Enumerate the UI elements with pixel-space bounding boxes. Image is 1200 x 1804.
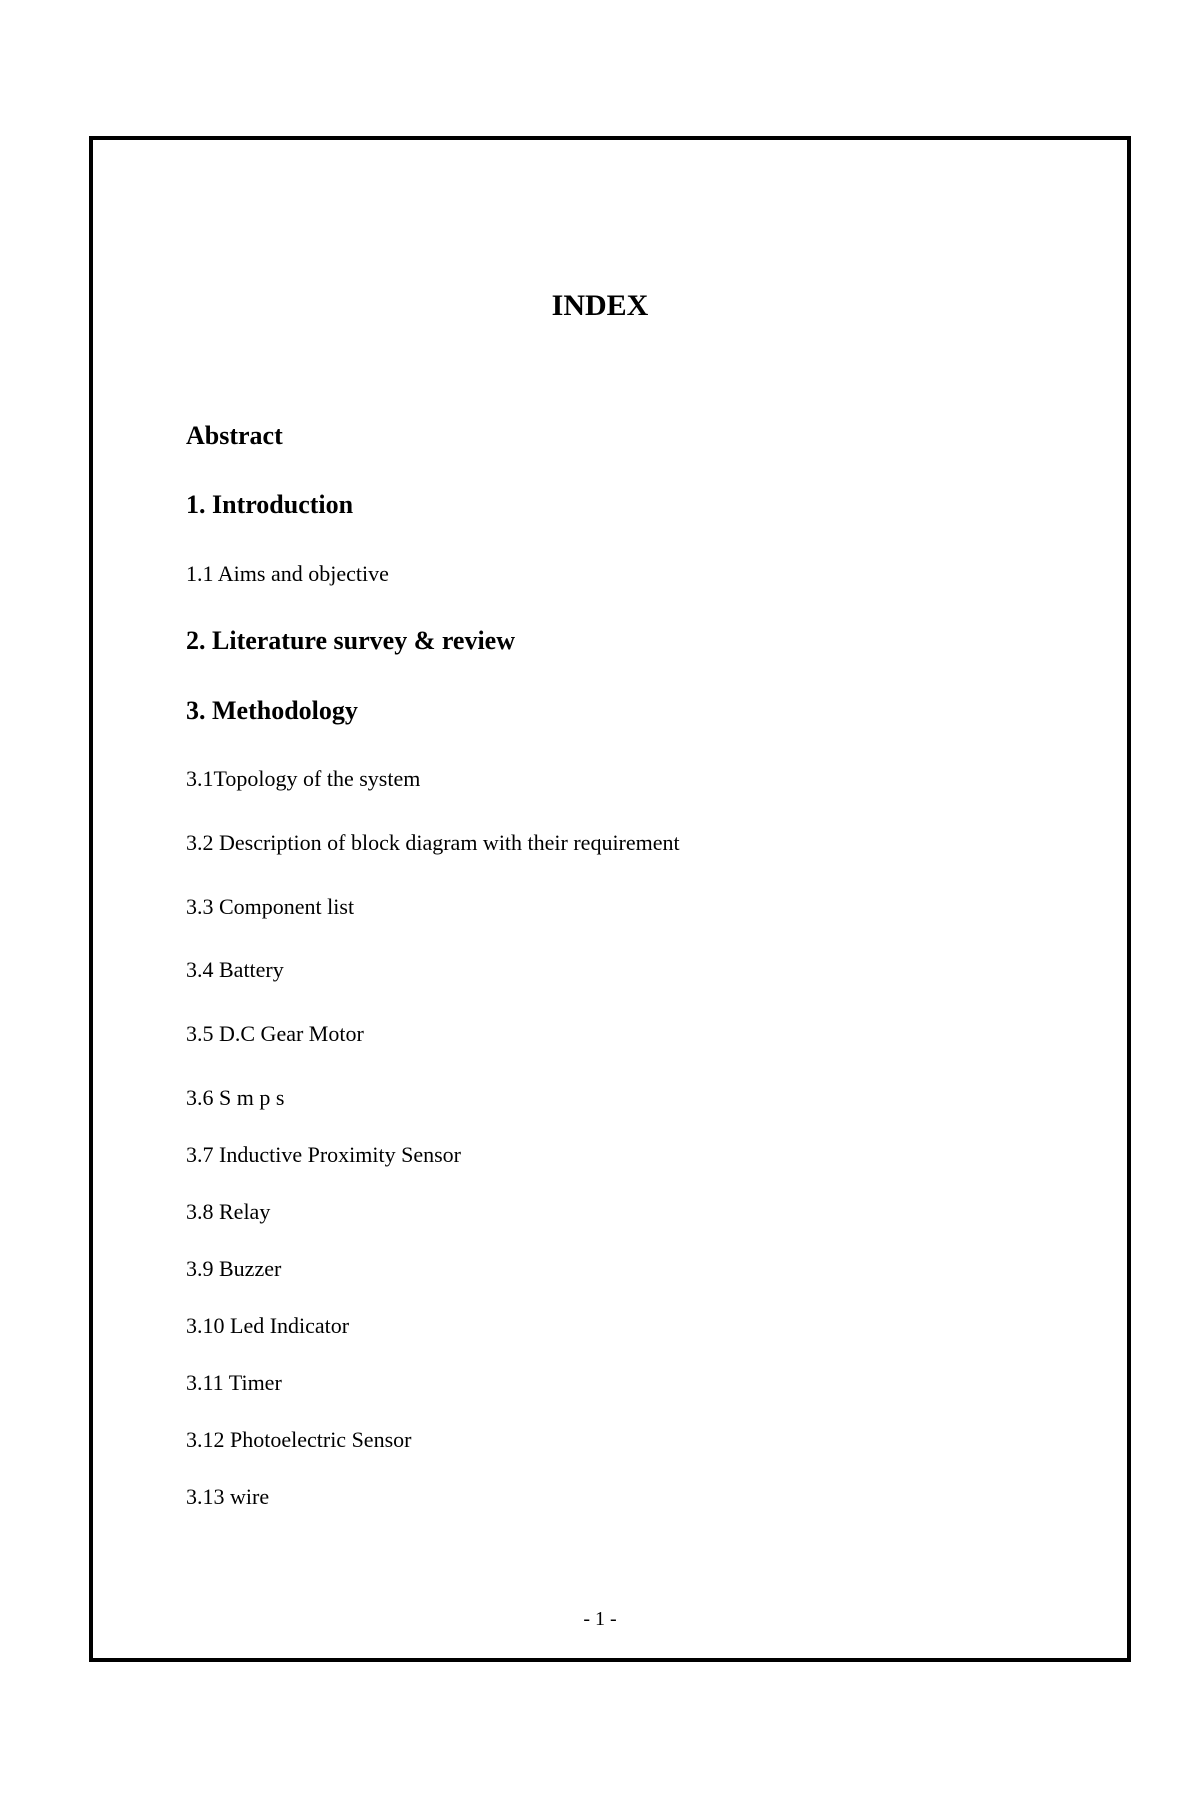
index-entry-methodology: 3. Methodology: [186, 696, 358, 725]
index-entry-timer: 3.11 Timer: [186, 1370, 282, 1395]
index-entry-battery: 3.4 Battery: [186, 957, 284, 982]
index-entry-topology: 3.1Topology of the system: [186, 766, 421, 791]
index-entry-block-diagram: 3.2 Description of block diagram with their requirement: [186, 830, 680, 855]
index-entry-introduction: 1. Introduction: [186, 490, 354, 519]
index-entry-inductive-proximity-sensor: 3.7 Inductive Proximity Sensor: [186, 1142, 461, 1167]
index-entry-abstract: Abstract: [186, 421, 283, 450]
index-entry-buzzer: 3.9 Buzzer: [186, 1256, 282, 1281]
index-entry-dc-gear-motor: 3.5 D.C Gear Motor: [186, 1021, 364, 1046]
index-entry-photoelectric-sensor: 3.12 Photoelectric Sensor: [186, 1427, 412, 1452]
index-entry-aims-and-objective: 1.1 Aims and objective: [186, 561, 389, 586]
index-entry-component-list: 3.3 Component list: [186, 894, 355, 919]
index-entry-smps: 3.6 S m p s: [186, 1085, 285, 1110]
page-title: INDEX: [551, 289, 649, 322]
index-entry-relay: 3.8 Relay: [186, 1199, 271, 1224]
index-entry-literature-survey: 2. Literature survey & review: [186, 626, 515, 655]
page-number: - 1 -: [583, 1608, 617, 1630]
index-entry-led-indicator: 3.10 Led Indicator: [186, 1313, 350, 1338]
index-entry-wire: 3.13 wire: [186, 1484, 270, 1509]
